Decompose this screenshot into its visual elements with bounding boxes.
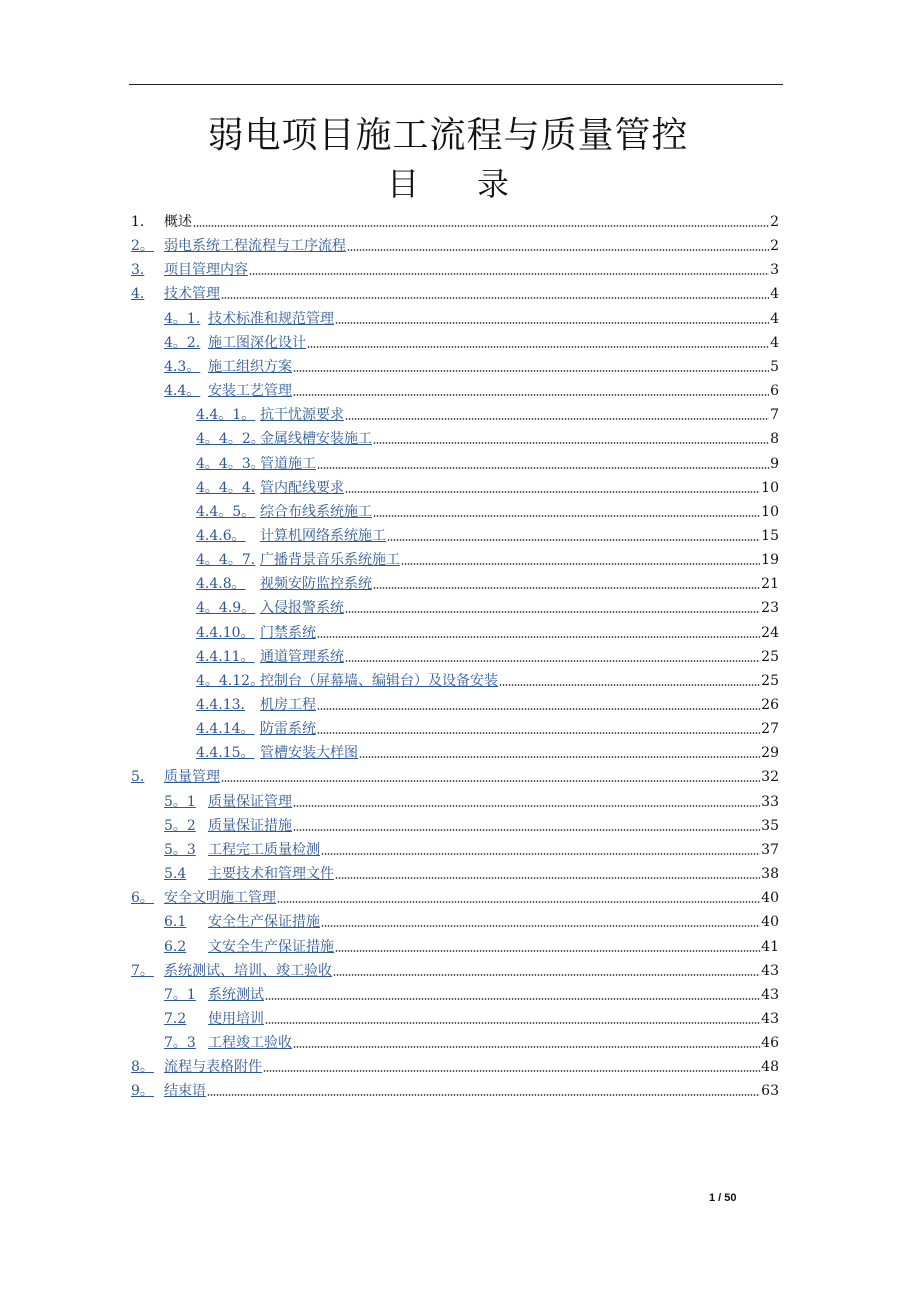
toc-entry-number[interactable]: 7。	[131, 962, 154, 979]
toc-entry-number[interactable]: 4。2.	[164, 334, 201, 351]
toc-entry-label[interactable]: 综合布线系统施工	[260, 503, 372, 520]
dot-leader	[373, 442, 769, 444]
dot-leader	[345, 660, 760, 662]
toc-entry[interactable]	[196, 692, 779, 714]
document-title: 弱电项目施工流程与质量管控	[207, 115, 689, 156]
toc-entry-page-number: 35	[761, 817, 779, 834]
dot-leader	[293, 370, 769, 372]
toc-entry[interactable]	[164, 982, 779, 1004]
toc-entry-number[interactable]: 4.	[131, 286, 145, 303]
toc-entry-number[interactable]: 4.4。1。	[196, 407, 256, 424]
dot-leader	[345, 611, 760, 613]
toc-entry-page-number: 19	[761, 552, 779, 569]
toc-entry-page-number: 38	[761, 866, 779, 883]
toc-entry[interactable]	[164, 789, 779, 811]
toc-entry-label[interactable]: 安装工艺管理	[208, 383, 292, 400]
toc-entry-label[interactable]: 结束语	[164, 1083, 206, 1100]
page-indicator: 1 / 50	[709, 1192, 737, 1204]
toc-entry-number[interactable]: 4.4.14。	[196, 721, 255, 738]
toc-entry-label[interactable]: 系统测试	[208, 986, 264, 1003]
dot-leader	[221, 780, 760, 782]
toc-entry[interactable]	[131, 209, 779, 231]
toc-entry-page-number: 25	[761, 672, 779, 689]
toc-entry-number[interactable]: 4。4.12。	[196, 672, 265, 689]
dot-leader	[265, 998, 760, 1000]
dot-leader	[335, 322, 769, 324]
dot-leader	[307, 346, 769, 348]
dot-leader	[293, 394, 769, 396]
toc-entry-page-number: 2	[770, 238, 779, 255]
toc-entry[interactable]	[131, 764, 779, 786]
toc-entry[interactable]	[196, 644, 779, 666]
toc-entry-number[interactable]: 1.	[131, 214, 145, 230]
toc-entry-number[interactable]: 4.4.10。	[196, 624, 255, 641]
toc-entry-page-number: 40	[761, 914, 779, 931]
toc-entry[interactable]	[196, 620, 779, 642]
toc-entry-number[interactable]: 3.	[131, 262, 145, 279]
toc-entry[interactable]	[131, 885, 779, 907]
toc-entry[interactable]	[131, 233, 779, 255]
toc-entry-page-number: 32	[761, 769, 779, 786]
toc-entry-number[interactable]: 4.4.13.	[196, 697, 245, 713]
dot-leader	[317, 732, 760, 734]
toc-entry-number[interactable]: 5.4	[164, 866, 187, 883]
dot-leader	[335, 950, 760, 952]
toc-entry-label[interactable]: 广播背景音乐系统施工	[260, 552, 400, 569]
toc-entry-number[interactable]: 6.2	[164, 938, 187, 955]
dot-leader	[193, 225, 769, 227]
toc-entry-page-number: 41	[761, 938, 779, 955]
toc-entry[interactable]	[164, 934, 779, 956]
toc-entry-number[interactable]: 4.4。5。	[196, 503, 256, 520]
dot-leader	[293, 829, 760, 831]
toc-entry-page-number: 2	[770, 214, 779, 230]
toc-entry-page-number: 48	[761, 1059, 779, 1076]
dot-leader	[317, 708, 760, 710]
toc-entry[interactable]	[164, 1030, 779, 1052]
toc-entry-page-number: 26	[761, 697, 779, 713]
toc-entry-label[interactable]: 金属线槽安装施工	[260, 431, 372, 448]
toc-entry[interactable]	[164, 1006, 779, 1028]
toc-entry-label[interactable]: 安全文明施工管理	[164, 890, 276, 907]
toc-entry-label[interactable]: 视频安防监控系统	[260, 576, 372, 593]
toc-entry-label[interactable]: 概述	[164, 214, 192, 230]
toc-entry-number[interactable]: 2。	[131, 238, 154, 255]
toc-entry[interactable]	[131, 958, 779, 980]
toc-entry[interactable]	[196, 740, 779, 762]
toc-entry-number[interactable]: 7。3	[164, 1035, 196, 1052]
dot-leader	[387, 539, 760, 541]
toc-heading-char-1: 目	[386, 165, 419, 203]
toc-heading	[0, 162, 896, 206]
dot-leader	[321, 853, 760, 855]
toc-entry-label[interactable]: 安全生产保证措施	[208, 914, 320, 931]
toc-entry-page-number: 40	[761, 890, 779, 907]
toc-entry-page-number: 4	[770, 334, 779, 351]
toc-entry-label[interactable]: 质量保证管理	[208, 793, 292, 810]
toc-entry-number[interactable]: 4.4。	[164, 383, 201, 400]
toc-entry-number[interactable]: 5。1	[164, 793, 196, 810]
dot-leader	[221, 297, 769, 299]
toc-entry-label[interactable]: 质量管理	[164, 769, 220, 786]
toc-entry-page-number: 37	[761, 841, 779, 858]
toc-entry-page-number: 25	[761, 648, 779, 665]
toc-entry-number[interactable]: 4.4.15。	[196, 745, 255, 762]
dot-leader	[277, 901, 760, 903]
dot-leader	[293, 805, 760, 807]
toc-entry-number[interactable]: 4。4。4.	[196, 479, 256, 496]
toc-entry-label[interactable]: 文安全生产保证措施	[208, 938, 334, 955]
dot-leader	[293, 1046, 760, 1048]
toc-entry[interactable]	[196, 668, 779, 690]
toc-entry-page-number: 33	[761, 793, 779, 810]
toc-entry[interactable]	[164, 861, 779, 883]
toc-entry-number[interactable]: 4。4。2。	[196, 431, 265, 448]
dot-leader	[265, 1022, 760, 1024]
toc-entry[interactable]	[164, 354, 779, 376]
toc-entry-label[interactable]: 抗干忧源要求	[260, 407, 344, 424]
toc-entry-number[interactable]: 4。4。3。	[196, 455, 265, 472]
dot-leader	[207, 1094, 760, 1096]
toc-entry-number[interactable]: 6。	[131, 890, 154, 907]
toc-entry-label[interactable]: 管槽安装大样图	[260, 745, 358, 762]
toc-entry-page-number: 9	[770, 455, 779, 472]
toc-entry-page-number: 8	[770, 431, 779, 448]
toc-entry-number[interactable]: 7。1	[164, 986, 196, 1003]
dot-leader	[317, 467, 769, 469]
dot-leader	[401, 563, 760, 565]
toc-entry-number[interactable]: 6.1	[164, 914, 187, 931]
toc-entry-label[interactable]: 技术管理	[164, 286, 220, 303]
toc-entry-label[interactable]: 流程与表格附件	[164, 1059, 262, 1076]
toc-entry-page-number: 46	[761, 1035, 779, 1052]
toc-entry[interactable]	[196, 523, 779, 545]
toc-entry-label[interactable]: 管内配线要求	[260, 479, 344, 496]
toc-entry-label[interactable]: 主要技术和管理文件	[208, 866, 334, 883]
dot-leader	[373, 587, 760, 589]
toc-entry-label[interactable]: 工程完工质量检测	[208, 841, 320, 858]
toc-entry[interactable]	[164, 330, 779, 352]
toc-entry-page-number: 63	[761, 1083, 779, 1100]
toc-entry[interactable]	[131, 1078, 779, 1100]
toc-entry[interactable]	[164, 909, 779, 931]
toc-entry-page-number: 15	[761, 527, 779, 544]
toc-entry-label[interactable]: 管道施工	[260, 455, 316, 472]
dot-leader	[321, 925, 760, 927]
toc-entry-label[interactable]: 控制台（屏幕墙、编辑台）及设备安装	[260, 672, 498, 689]
toc-entry-label[interactable]: 施工图深化设计	[208, 334, 306, 351]
toc-entry-number[interactable]: 4.4.6。	[196, 527, 246, 544]
toc-entry-page-number: 21	[761, 576, 779, 593]
toc-entry-label[interactable]: 技术标准和规范管理	[208, 310, 334, 327]
dot-leader	[373, 515, 760, 517]
toc-entry-number[interactable]: 4。4.9。	[196, 600, 256, 617]
dot-leader	[335, 877, 760, 879]
toc-entry[interactable]	[196, 499, 779, 521]
toc-entry-label[interactable]: 项目管理内容	[164, 262, 248, 279]
toc-entry[interactable]	[196, 475, 779, 497]
toc-entry-number[interactable]: 9。	[131, 1083, 154, 1100]
toc-entry-number[interactable]: 5。3	[164, 841, 196, 858]
toc-entry-number[interactable]: 4.4.11。	[196, 648, 255, 665]
toc-entry[interactable]	[131, 257, 779, 279]
toc-entry-label[interactable]: 通道管理系统	[260, 648, 344, 665]
toc-entry[interactable]	[164, 306, 779, 328]
toc-entry-page-number: 7	[770, 407, 779, 424]
toc-entry[interactable]	[164, 813, 779, 835]
toc-entry-page-number: 23	[761, 600, 779, 617]
toc-entry-number[interactable]: 4。4。7.	[196, 552, 256, 569]
toc-entry-page-number: 24	[761, 624, 779, 641]
toc-entry[interactable]	[131, 1054, 779, 1076]
toc-entry-page-number: 43	[761, 1010, 779, 1027]
toc-entry-page-number: 5	[770, 358, 779, 375]
toc-entry-number[interactable]: 4.3。	[164, 358, 201, 375]
toc-entry-label[interactable]: 防雷系统	[260, 721, 316, 738]
dot-leader	[359, 756, 760, 758]
toc-entry-number[interactable]: 7.2	[164, 1010, 187, 1027]
toc-entry-number[interactable]: 4.4.8。	[196, 576, 246, 593]
toc-entry-label[interactable]: 机房工程	[260, 697, 316, 713]
toc-entry-page-number: 43	[761, 986, 779, 1003]
toc-entry[interactable]	[196, 426, 779, 448]
dot-leader	[345, 491, 760, 493]
toc-entry-number[interactable]: 5。2	[164, 817, 196, 834]
toc-entry-number[interactable]: 8。	[131, 1059, 154, 1076]
toc-entry[interactable]	[196, 571, 779, 593]
dot-leader	[347, 249, 769, 251]
toc-entry[interactable]	[164, 837, 779, 859]
toc-entry-page-number: 6	[770, 383, 779, 400]
dot-leader	[317, 636, 760, 638]
toc-entry-label[interactable]: 系统测试、培训、竣工验收	[164, 962, 332, 979]
toc-entry-page-number: 43	[761, 962, 779, 979]
header-rule	[129, 84, 783, 85]
toc-entry-number[interactable]: 5.	[131, 769, 145, 786]
toc-entry[interactable]	[196, 595, 779, 617]
dot-leader	[333, 974, 760, 976]
toc-entry-page-number: 4	[770, 310, 779, 327]
toc-entry-label[interactable]: 质量保证措施	[208, 817, 292, 834]
toc-entry-label[interactable]: 入侵报警系统	[260, 600, 344, 617]
dot-leader	[499, 684, 760, 686]
toc-entry-page-number: 10	[761, 479, 779, 496]
toc-entry-label[interactable]: 门禁系统	[260, 624, 316, 641]
toc-entry[interactable]	[196, 716, 779, 738]
toc-entry[interactable]	[164, 378, 779, 400]
toc-entry-page-number: 27	[761, 721, 779, 738]
toc-entry[interactable]	[196, 402, 779, 424]
dot-leader	[249, 273, 769, 275]
toc-entry-page-number: 10	[761, 503, 779, 520]
toc-entry-page-number: 3	[770, 262, 779, 279]
toc-entry-label[interactable]: 工程竣工验收	[208, 1035, 292, 1052]
toc-entry-number[interactable]: 4。1.	[164, 310, 201, 327]
dot-leader	[345, 418, 769, 420]
toc-entry-label[interactable]: 弱电系统工程流程与工序流程	[164, 238, 346, 255]
dot-leader	[263, 1070, 760, 1072]
toc-entry-label[interactable]: 计算机网络系统施工	[260, 527, 386, 544]
toc-entry-page-number: 4	[770, 286, 779, 303]
toc-entry[interactable]	[196, 547, 779, 569]
toc-entry-page-number: 29	[761, 745, 779, 762]
toc-entry-label[interactable]: 施工组织方案	[208, 358, 292, 375]
toc-entry-label[interactable]: 使用培训	[208, 1010, 264, 1027]
toc-heading-char-2: 录	[477, 165, 510, 203]
toc-entry[interactable]	[196, 451, 779, 473]
toc-entry[interactable]	[131, 281, 779, 303]
